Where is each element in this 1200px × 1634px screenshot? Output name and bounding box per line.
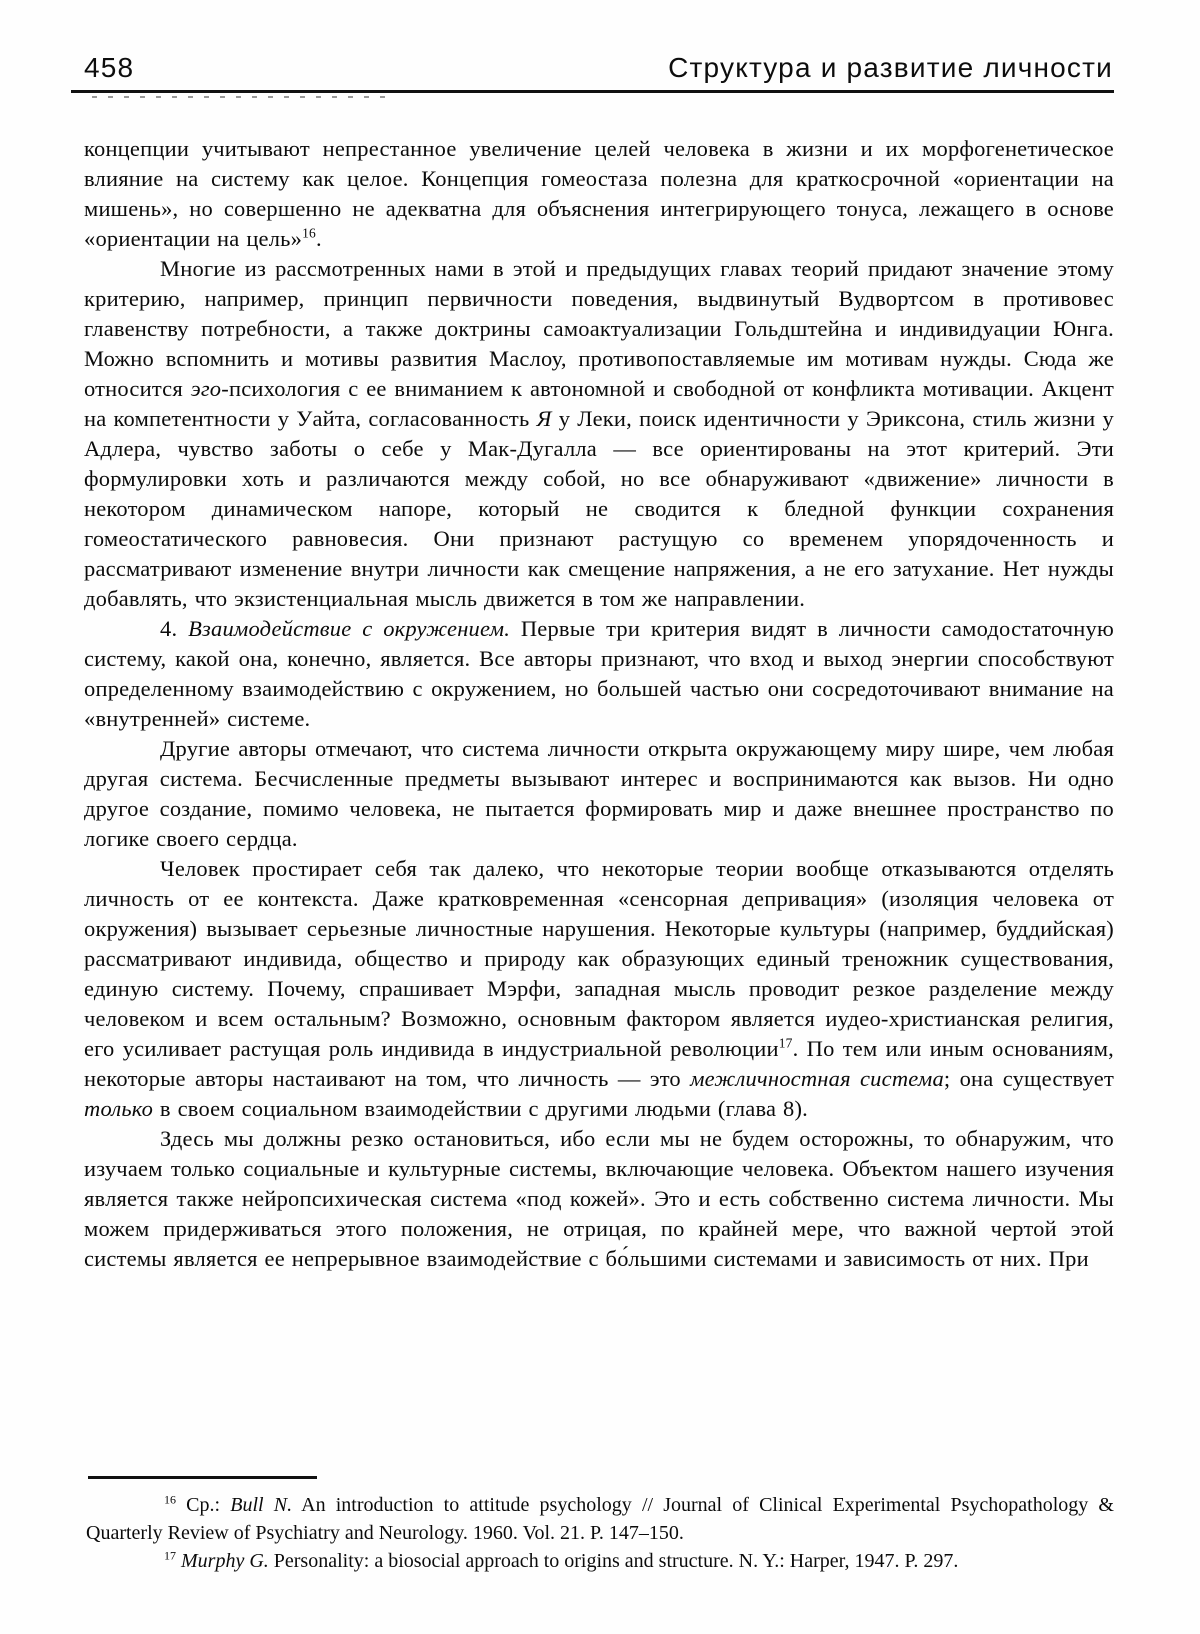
header-rule [71,90,1114,93]
scan-artifact [92,96,392,98]
footnote-rule [88,1476,317,1479]
text-run: Первые три критерия видят в личности самодостаточную систему, какой она, конечно, является. Все авторы признают, что вход и выход энергии способствуют определенному взаимодействию с окружением, но большей частью они сосредоточивают внимание на «внутренней» системе. [84,616,1114,731]
paragraph [84,254,1114,614]
running-title: Структура и развитие личности [668,52,1113,83]
page-number: 458 [84,52,135,83]
footnotes [86,1491,1114,1575]
emphasis-text: Bull N. [230,1494,293,1516]
footnote-marker: 17 [778,1035,793,1051]
page-header [84,52,1113,84]
text-run: Многие из рассмотренных нами в этой и предыдущих главах теорий придают значение этому критерию, например, принцип первичности поведения, выдвинутый Вудвортсом в противовес главенству потребности, а также доктрины самоактуализации Гольдштейна и индивидуации Юнга. Можно вспомнить и мотивы развития Маслоу, противопоставляемые им мотивам нужды. Сюда же относится [84,256,1114,401]
paragraph [84,734,1114,854]
text-run: концепции учитывают непрестанное увеличение целей человека в жизни и их морфогенетическое влияние на систему как целое. Концепция гомеостаза полезна для краткосрочной «ориентации на мишень», но совершенно не адекватна для объяснения интегрирующего тонуса, лежащего в основе «ориентации на цель» [84,136,1114,251]
paragraph [84,614,1114,734]
text-run: Ср.: [176,1494,231,1516]
footnote-marker: 17 [164,1548,176,1563]
emphasis-text: межличностная система [690,1066,944,1091]
text-run: . По тем или иным основаниям, некоторые авторы настаивают на том, что личность — это [84,1036,1114,1091]
emphasis-text: только [84,1096,154,1121]
footnote-marker: 16 [164,1492,176,1507]
emphasis-text: эго [190,376,222,401]
text-run: ; она существует [943,1066,1114,1091]
emphasis-text: Я [536,406,552,431]
text-run: Другие авторы отмечают, что система личности открыта окружающему миру шире, чем любая другая система. Бесчисленные предметы вызывают интерес и воспринимаются как вызов. Ни одно другое создание, помимо человека, не пытается формировать мир и даже внешнее пространство по логике своего сердца. [84,736,1114,851]
text-run: -психология с ее вниманием к автономной и свободной от конфликта мотивации. Акцент на компетентности у Уайта, согласованность [84,376,1114,431]
text-run: у Леки, поиск идентичности у Эриксона, стиль жизни у Адлера, чувство заботы о себе у Мак-Дугалла — все ориентированы на этот критерий. Эти формулировки хоть и различаются между собой, но все обнаруживают «движение» личности в некотором динамическом напоре, который не сводится к бледной функции сохранения гомеостатического равновесия. Они признают растущую со временем упорядоченность и рассматривают изменение внутри личности как смещение напряжения, а не его затухание. Нет нужды добавлять, что экзистенциальная мысль движется в том же направлении. [84,406,1114,611]
text-run: Человек простирает себя так далеко, что некоторые теории вообще отказываются отделять личность от ее контекста. Даже кратковременная «сенсорная депривация» (изоляция человека от окружения) вызывает серьезные личностные нарушения. Некоторые культуры (например, буддийская) рассматривают индивида, общество и природу как образующих единый треножник существования, единую систему. Почему, спрашивает Мэрфи, западная мысль проводит резкое разделение между человеком и всем остальным? Возможно, основным фактором является иудео-христианская религия, его усиливает растущая роль индивида в индустриальной революции [84,856,1114,1061]
text-run: Personality: a biosocial approach to origins and structure. N. Y.: Harper, 1947. P. 297. [268,1550,959,1572]
paragraph [84,1124,1114,1274]
emphasis-text: Murphy G. [181,1550,269,1572]
paragraph [84,854,1114,1124]
text-run: в своем социальном взаимодействии с другими людьми (глава 8). [153,1096,808,1121]
paragraph [84,134,1114,254]
emphasis-text: Взаимодействие с окружением. [188,616,511,641]
footnote [86,1491,1114,1547]
body-text [84,134,1114,1274]
text-run: . [316,226,322,251]
text-run: Здесь мы должны резко остановиться, ибо если мы не будем осторожны, то обнаружим, что изучаем только социальные и культурные системы, включающие человека. Объектом нашего изучения является также нейропсихическая система «под кожей». Это и есть собственно система личности. Мы можем придерживаться этого положения, не отрицая, по крайней мере, что важной чертой этой системы является ее непрерывное взаимодействие с бо́льшими системами и зависимость от них. При [84,1126,1114,1271]
text-run: An introduction to attitude psychology // Journal of Clinical Experimental Psychopathology & Quarterly Review of Psychiatry and Neurology. 1960. Vol. 21. P. 147–150. [86,1494,1114,1544]
text-run: 4. [160,616,189,641]
footnote [86,1547,1114,1575]
footnote-marker: 16 [302,225,316,241]
